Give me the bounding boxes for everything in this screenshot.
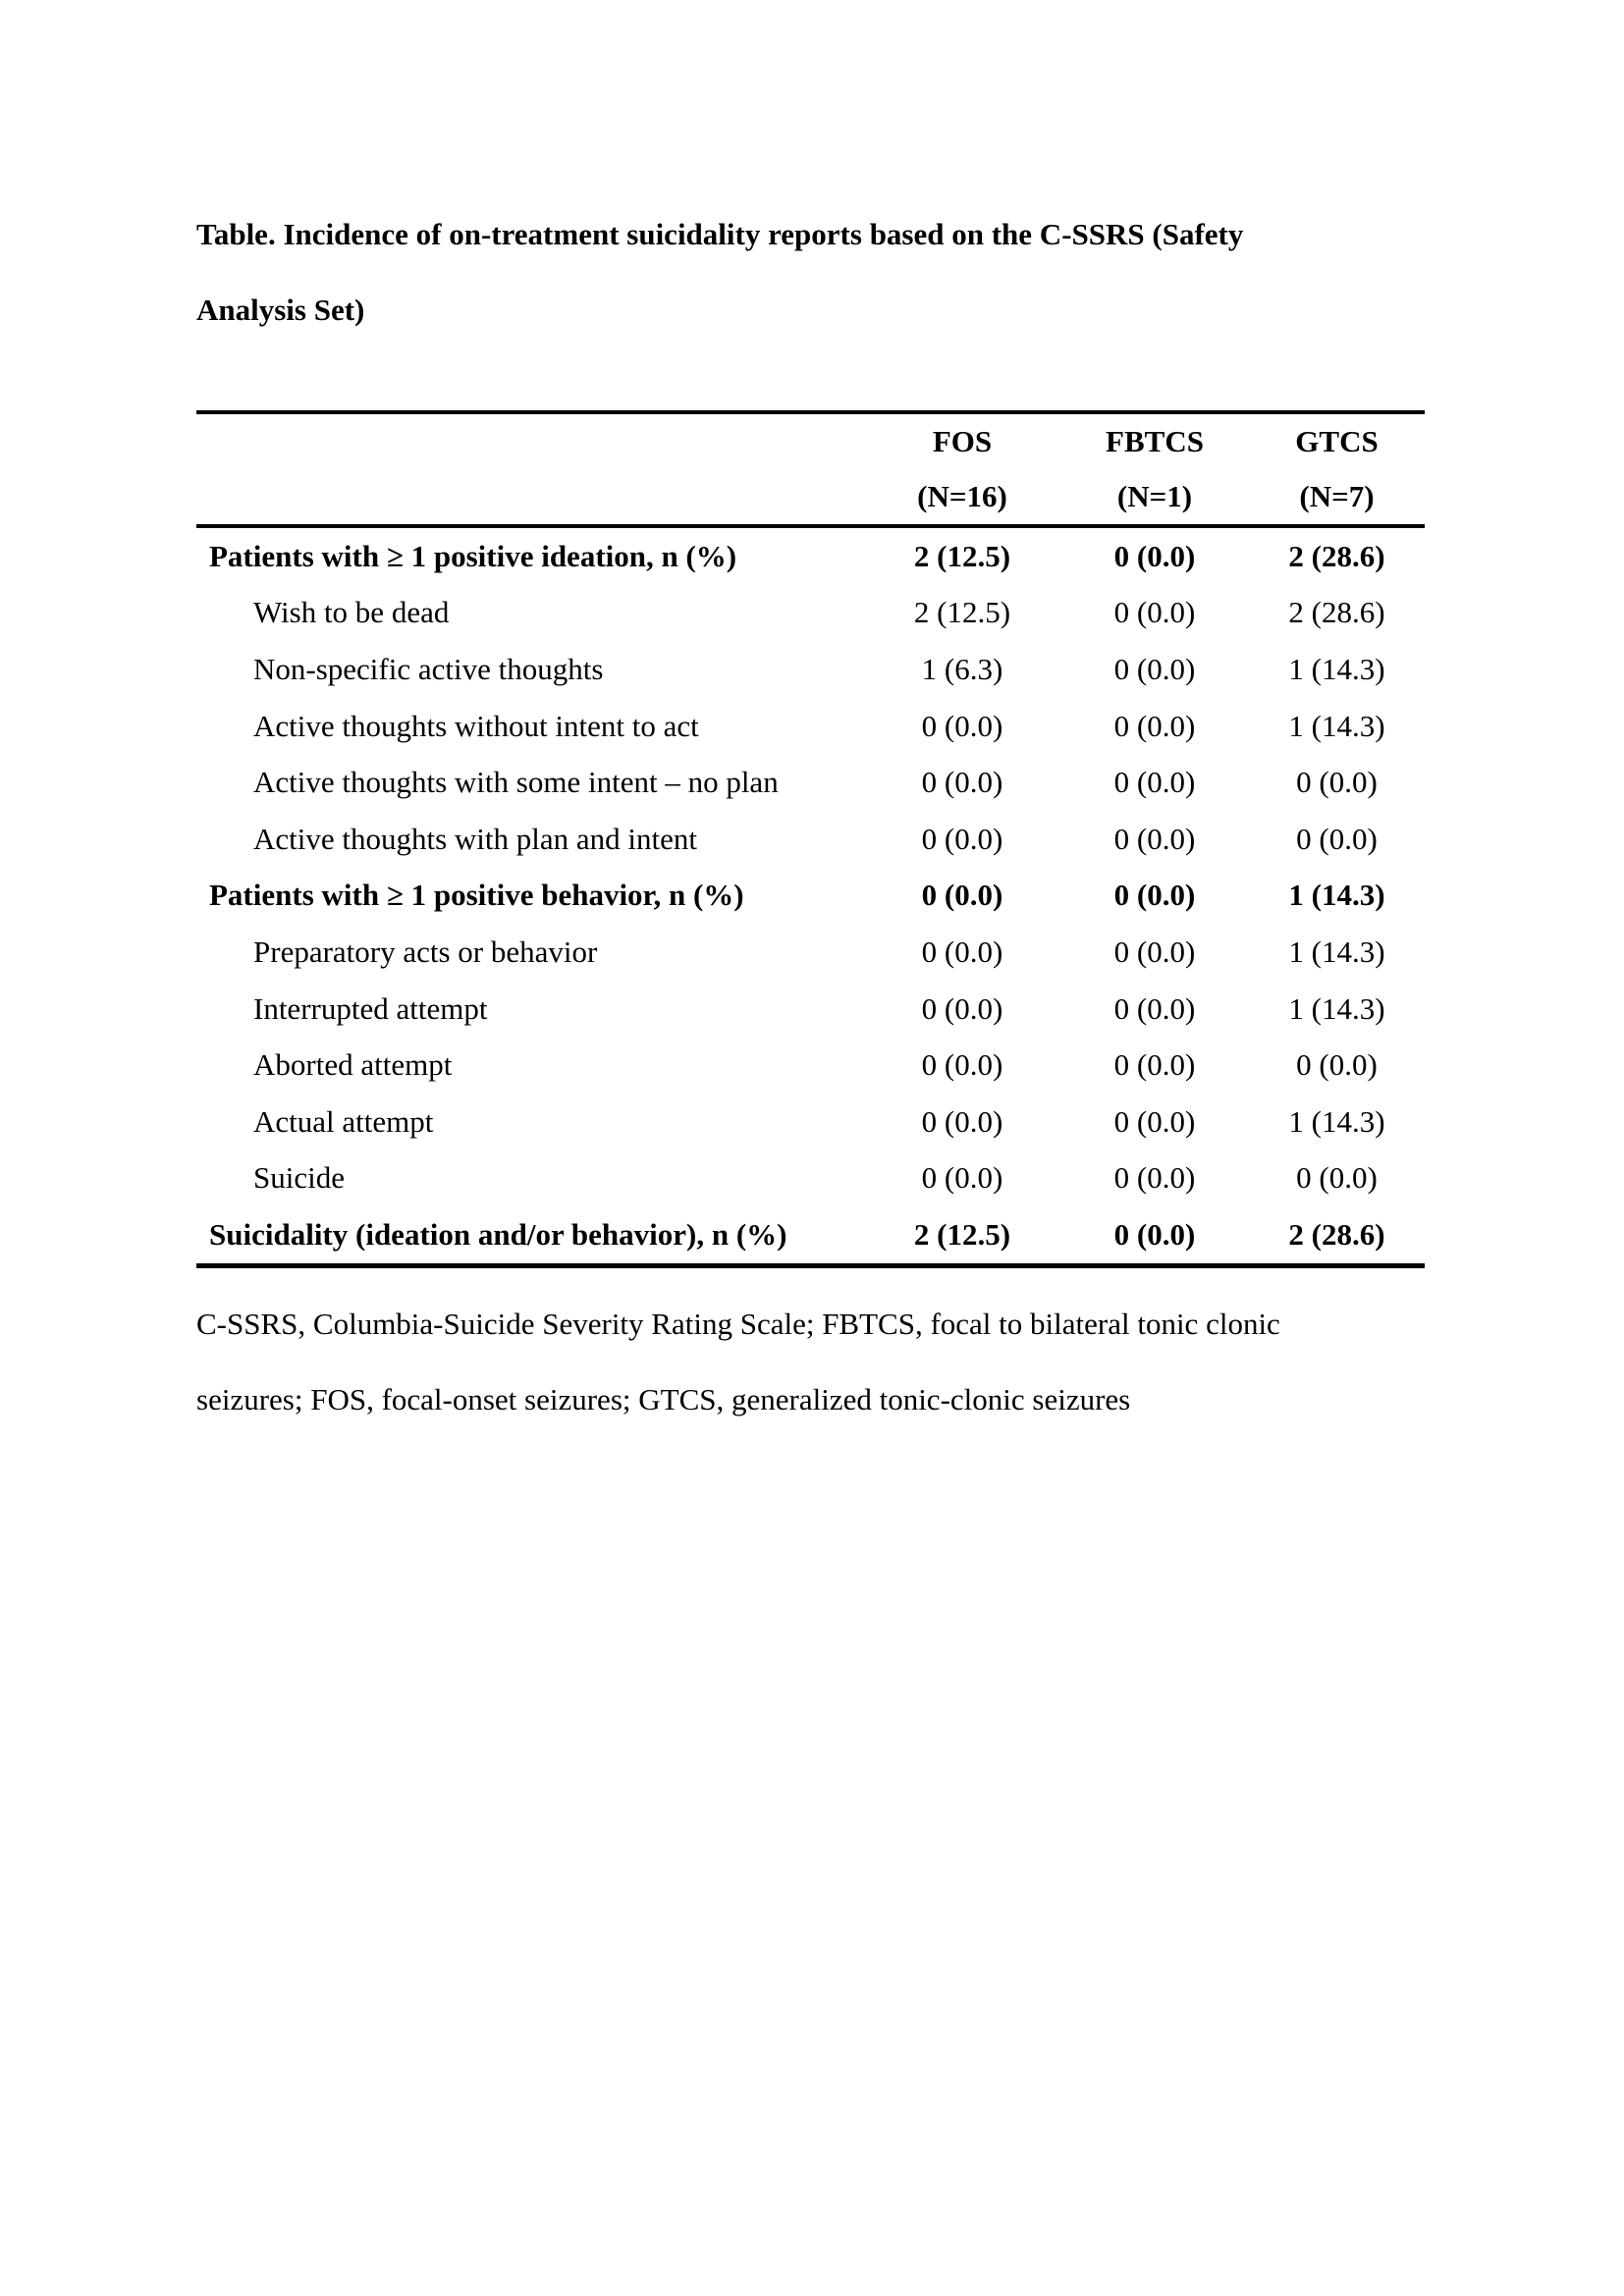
row-label: Interrupted attempt — [253, 990, 488, 1026]
cell-value: 0 (0.0) — [1113, 765, 1196, 800]
row-label: Non-specific active thoughts — [253, 651, 604, 686]
cell-value: 0 (0.0) — [921, 934, 1003, 969]
row-label: Active thoughts without intent to act — [253, 708, 699, 743]
cell-value: 0 (0.0) — [921, 765, 1003, 800]
row-label: Wish to be dead — [253, 595, 450, 630]
cell-value: 0 (0.0) — [1113, 990, 1196, 1026]
row-label: Active thoughts with some intent – no plan — [253, 765, 779, 800]
column-header-fbtcs — [1060, 414, 1249, 524]
table-row — [196, 528, 1425, 585]
row-label: Actual attempt — [253, 1103, 434, 1139]
cell-value: 0 (0.0) — [1113, 1047, 1196, 1083]
cell-value: 0 (0.0) — [921, 1103, 1003, 1139]
cell-value: 2 (28.6) — [1288, 595, 1385, 630]
data-table — [196, 410, 1425, 1268]
column-header-fos-name: FOS — [932, 424, 993, 458]
row-label: Suicidality (ideation and/or behavior), n (%) — [209, 1216, 787, 1252]
table-row — [196, 585, 1425, 642]
footnote-line-1: C-SSRS, Columbia-Suicide Severity Rating Scale; FBTCS, focal to bilateral tonic clonic — [196, 1307, 1280, 1341]
table-header-row — [196, 414, 1425, 524]
footnote-line-2: seizures; FOS, focal-onset seizures; GTCS, generalized tonic-clonic seizures — [196, 1382, 1131, 1416]
row-label: Aborted attempt — [253, 1047, 453, 1083]
cell-value: 0 (0.0) — [1113, 651, 1196, 686]
column-header-fbtcs-n: (N=1) — [1116, 479, 1193, 513]
row-label: Patients with ≥ 1 positive ideation, n (%) — [209, 538, 737, 573]
table-row — [196, 1150, 1425, 1207]
cell-value: 0 (0.0) — [1113, 1160, 1196, 1196]
cell-value: 0 (0.0) — [921, 1047, 1003, 1083]
cell-value: 0 (0.0) — [921, 878, 1003, 913]
table-title-line-1: Table. Incidence of on-treatment suicidality reports based on the C-SSRS (Safety — [196, 217, 1244, 251]
cell-value: 0 (0.0) — [921, 1160, 1003, 1196]
cell-value: 0 (0.0) — [1296, 1047, 1378, 1083]
table-row — [196, 641, 1425, 698]
table-title-line-2: Analysis Set) — [196, 293, 365, 327]
cell-value: 0 (0.0) — [921, 708, 1003, 743]
column-header-gtcs — [1249, 414, 1425, 524]
table-row — [196, 754, 1425, 811]
column-header-gtcs-n: (N=7) — [1299, 479, 1375, 513]
cell-value: 1 (6.3) — [921, 651, 1003, 686]
column-header-fos-n: (N=16) — [917, 479, 1007, 513]
column-header-gtcs-name: GTCS — [1295, 424, 1379, 458]
row-label: Patients with ≥ 1 positive behavior, n (%) — [209, 878, 744, 913]
table-footnote — [196, 1286, 1492, 1437]
cell-value: 1 (14.3) — [1288, 990, 1385, 1026]
cell-value: 0 (0.0) — [1113, 1216, 1196, 1252]
cell-value: 1 (14.3) — [1288, 708, 1385, 743]
cell-value: 0 (0.0) — [1296, 1160, 1378, 1196]
row-label: Preparatory acts or behavior — [253, 934, 598, 969]
cell-value: 2 (12.5) — [913, 595, 1011, 630]
cell-value: 1 (14.3) — [1288, 651, 1385, 686]
column-header-fbtcs-name: FBTCS — [1106, 424, 1204, 458]
cell-value: 0 (0.0) — [1296, 821, 1378, 856]
column-header-fos — [864, 414, 1060, 524]
cell-value: 1 (14.3) — [1288, 1103, 1385, 1139]
row-label: Active thoughts with plan and intent — [253, 821, 698, 856]
cell-value: 2 (12.5) — [913, 538, 1011, 573]
cell-value: 2 (28.6) — [1288, 538, 1385, 573]
cell-value: 0 (0.0) — [921, 990, 1003, 1026]
table-row — [196, 1094, 1425, 1150]
table-row — [196, 924, 1425, 981]
cell-value: 0 (0.0) — [1113, 538, 1196, 573]
cell-value: 0 (0.0) — [1113, 595, 1196, 630]
table-row — [196, 698, 1425, 755]
cell-value: 0 (0.0) — [1113, 878, 1196, 913]
cell-value: 1 (14.3) — [1288, 934, 1385, 969]
cell-value: 2 (12.5) — [913, 1216, 1011, 1252]
cell-value: 1 (14.3) — [1288, 878, 1385, 913]
table-row — [196, 1037, 1425, 1094]
cell-value: 0 (0.0) — [1113, 821, 1196, 856]
cell-value: 0 (0.0) — [1296, 765, 1378, 800]
table-row — [196, 811, 1425, 868]
cell-value: 0 (0.0) — [1113, 708, 1196, 743]
table-row — [196, 1206, 1425, 1263]
cell-value: 0 (0.0) — [1113, 1103, 1196, 1139]
table-row — [196, 981, 1425, 1038]
cell-value: 2 (28.6) — [1288, 1216, 1385, 1252]
table-title — [196, 196, 1473, 347]
row-label: Suicide — [253, 1160, 345, 1196]
cell-value: 0 (0.0) — [1113, 934, 1196, 969]
header-spacer — [196, 414, 864, 524]
table-row — [196, 868, 1425, 925]
cell-value: 0 (0.0) — [921, 821, 1003, 856]
table-bottom-rule — [196, 1263, 1425, 1268]
